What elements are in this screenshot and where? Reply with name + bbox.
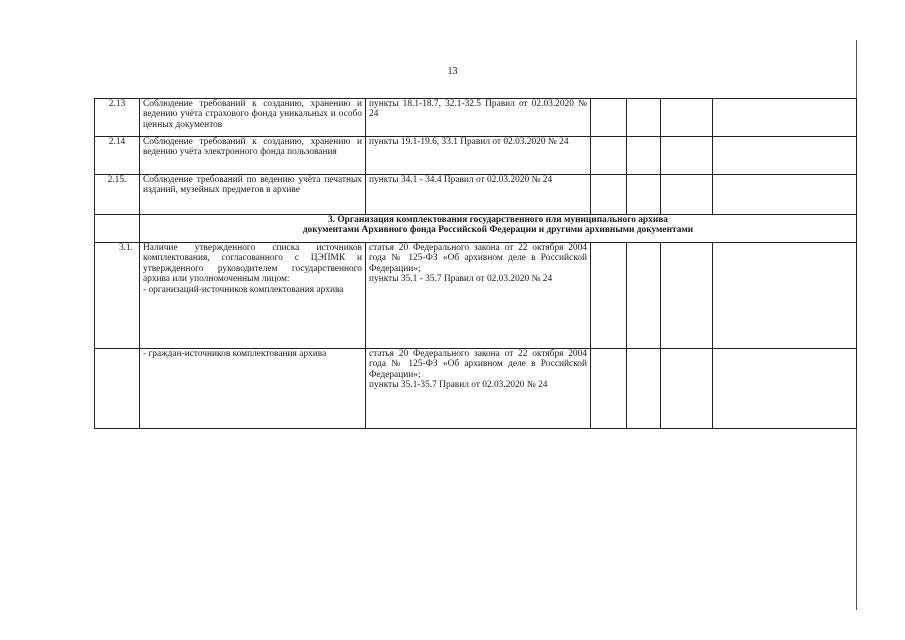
requirement-cell: [140, 175, 366, 215]
row-number: [95, 349, 140, 429]
table-row: [95, 349, 857, 429]
table-row: [95, 137, 857, 175]
reference-text: статья 20 Федерального закона от 22 октября 2004 года № 125-ФЗ «Об архивном деле в Российской Федерации»; пункты 35.1 - 35.7 Правил от 02.03.2020 № 24: [369, 243, 587, 285]
reference-cell: [366, 137, 591, 175]
table-row: [95, 99, 857, 137]
inspection-checklist-table: [94, 98, 857, 429]
answer-yes-cell: [591, 99, 627, 137]
requirement-cell: [140, 349, 366, 429]
row-number: 2.14: [95, 137, 140, 175]
section-number-cell: [95, 215, 140, 243]
table-row: [95, 175, 857, 215]
notes-cell: [713, 99, 857, 137]
requirement-text: Соблюдение требований по ведению учёта печатных изданий, музейных предметов в архиве: [143, 175, 362, 196]
answer-no-cell: [627, 349, 661, 429]
answer-yes-cell: [591, 175, 627, 215]
section-heading-line: документами Архивного фонда Российской Федерации и другими архивными документами: [302, 225, 694, 236]
reference-text: пункты 18.1-18.7, 32.1-32.5 Правил от 02.03.2020 № 24: [369, 99, 587, 120]
requirement-cell: [140, 243, 366, 349]
notes-cell: [713, 175, 857, 215]
reference-text: пункты 34.1 - 34.4 Правил от 02.03.2020 № 24: [369, 175, 553, 185]
requirement-text: Наличие утвержденного списка источников комплектования, согласованного с ЦЭПМК и утвержденного руководителем государственного архива или уполномоченным лицом: - организаций-источников комплектования архива: [143, 243, 362, 295]
answer-no-cell: [627, 137, 661, 175]
notes-cell: [713, 137, 857, 175]
reference-cell: [366, 243, 591, 349]
reference-cell: [366, 349, 591, 429]
notes-cell: [713, 349, 857, 429]
answer-yes-cell: [591, 349, 627, 429]
reference-text: статья 20 Федерального закона от 22 октября 2004 года № 125-ФЗ «Об архивном деле в Российской Федерации»; пункты 35.1-35.7 Правил от 02.03.2020 № 24: [369, 349, 587, 391]
table-row: [95, 243, 857, 349]
reference-text: пункты 19.1-19.6, 33.1 Правил от 02.03.2020 № 24: [369, 137, 569, 147]
requirement-text: Соблюдение требований к созданию, хранению и ведению учёта электронного фонда пользования: [143, 137, 362, 158]
requirement-text: Соблюдение требований к созданию, хранению и ведению учёта страхового фонда уникальных и особо ценных документов: [143, 99, 362, 130]
reference-cell: [366, 175, 591, 215]
requirement-cell: [140, 99, 366, 137]
answer-no-cell: [627, 175, 661, 215]
page-number: 13: [447, 66, 458, 77]
answer-no-cell: [627, 99, 661, 137]
answer-na-cell: [661, 349, 713, 429]
row-number: 3.1.: [95, 243, 140, 349]
requirement-text: - граждан-источников комплектования архива: [143, 349, 327, 359]
requirement-cell: [140, 137, 366, 175]
answer-yes-cell: [591, 137, 627, 175]
answer-na-cell: [661, 137, 713, 175]
row-number: 2.13: [95, 99, 140, 137]
answer-na-cell: [661, 175, 713, 215]
section-heading: [140, 215, 857, 243]
answer-yes-cell: [591, 243, 627, 349]
section-heading-line: 3. Организация комплектования государственного или муниципального архива: [328, 215, 668, 225]
notes-cell: [713, 243, 857, 349]
reference-cell: [366, 99, 591, 137]
row-number: 2.15.: [95, 175, 140, 215]
answer-no-cell: [627, 243, 661, 349]
answer-na-cell: [661, 99, 713, 137]
section-header-row: [95, 215, 857, 243]
answer-na-cell: [661, 243, 713, 349]
